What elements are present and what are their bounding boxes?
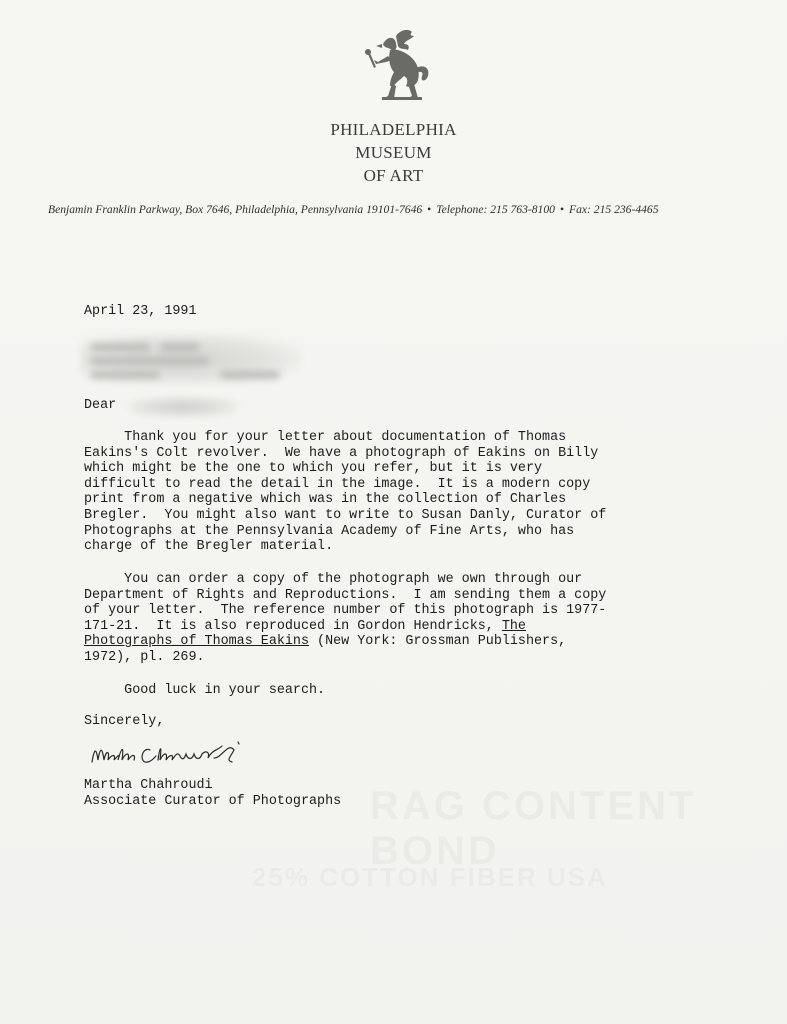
paragraph-line: difficult to read the detail in the image. It is a modern copy — [84, 476, 591, 492]
handwritten-signature — [88, 736, 328, 776]
closing-line: Good luck in your search. — [84, 683, 326, 698]
museum-name-line: MUSEUM — [355, 143, 432, 162]
address-separator: • — [427, 203, 432, 216]
letterhead-address — [48, 203, 758, 216]
paragraph-line — [84, 634, 724, 650]
address-separator: • — [559, 203, 565, 216]
paragraph-line — [84, 619, 724, 635]
book-title-part: Photographs of Thomas Eakins — [84, 634, 309, 650]
paragraph-line: Thank you for your letter about documentation of Thomas — [84, 430, 567, 445]
paragraph-text: 171-21. It is also reproduced in Gordon Hendricks, — [84, 618, 502, 634]
paragraph-line: of your letter. The reference number of this photograph is 1977- — [84, 603, 607, 619]
paragraph-line: Eakins's Colt revolver. We have a photograph of Eakins on Billy — [84, 445, 599, 461]
street-address: Benjamin Franklin Parkway, Box 7646, Philadelphia, Pennsylvania 19101-7646 — [48, 203, 423, 216]
museum-name — [0, 118, 787, 187]
paragraph-line: which might be the one to which you refer, but it is very — [84, 461, 543, 477]
signer-name: Martha Chahroudi — [84, 778, 213, 793]
redacted-recipient-name — [128, 396, 238, 418]
paper-watermark — [252, 862, 608, 893]
paragraph-line: Photographs at the Pennsylvania Academy of Fine Arts, who has — [84, 523, 575, 539]
telephone-number: Telephone: 215 763-8100 — [436, 203, 555, 216]
signer-title: Associate Curator of Photographs — [84, 794, 342, 809]
museum-name-line: PHILADELPHIA — [330, 120, 457, 139]
griffin-logo-icon — [360, 28, 440, 104]
book-title-part: The — [501, 618, 526, 634]
salutation: Dear — [84, 398, 117, 413]
paragraph-line: 1972), pl. 269. — [84, 649, 205, 665]
paragraph-line: Department of Rights and Reproductions. I am sending them a copy — [84, 587, 607, 603]
paragraph-2 — [84, 572, 724, 666]
redacted-recipient-address — [80, 333, 302, 385]
paper-watermark — [370, 784, 787, 874]
letter-date: April 23, 1991 — [84, 304, 197, 319]
paragraph-line: charge of the Bregler material. — [84, 539, 334, 555]
paragraph-line: You can order a copy of the photograph we own through our — [84, 572, 583, 587]
sign-off: Sincerely, — [84, 714, 165, 729]
museum-name-line: OF ART — [363, 166, 424, 185]
fax-number: Fax: 215 236-4465 — [569, 203, 659, 216]
paragraph-text: (New York: Grossman Publishers, — [309, 634, 567, 650]
paragraph-line: print from a negative which was in the collection of Charles — [84, 492, 567, 508]
paragraph-1 — [84, 430, 724, 555]
paragraph-line: Bregler. You might also want to write to Susan Danly, Curator of — [84, 507, 607, 523]
